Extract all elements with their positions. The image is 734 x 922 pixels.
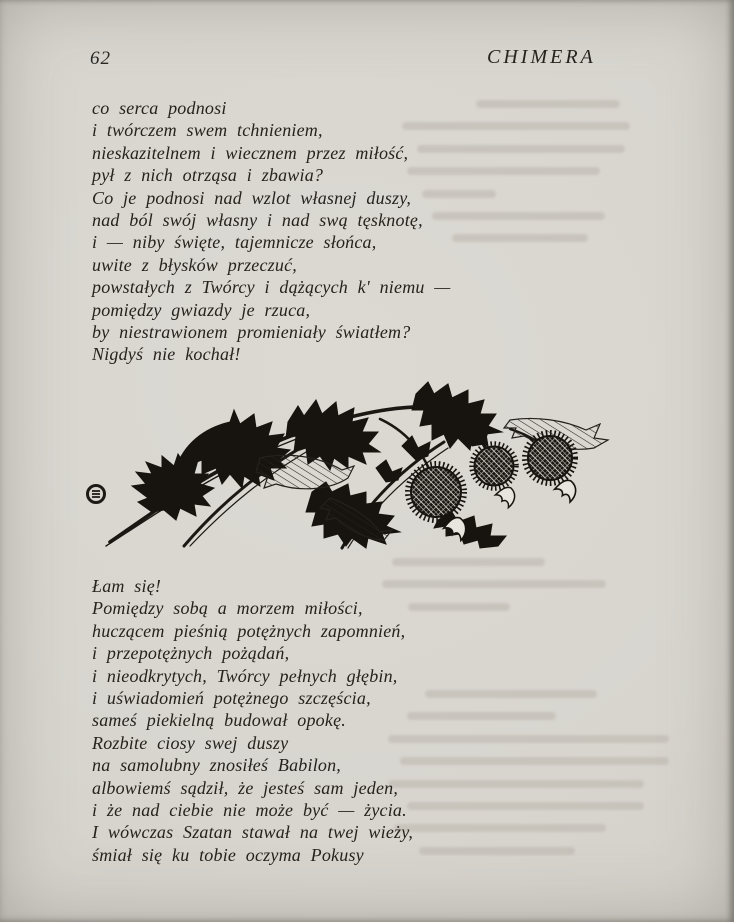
thistle-illustration [80,372,625,552]
poem-line: i twórczem swem tchnieniem, [92,120,323,141]
running-title: CHIMERA [487,46,596,68]
bleed-through-text [382,558,637,625]
bleed-through-text [388,690,700,869]
poem-line: Co je podnosi nad wzlot własnej duszy, [92,187,412,208]
poem-line: i nieodkrytych, Twórcy pełnych głębin, [92,665,398,686]
poem-line: albowiemś sądził, że jesteś sam jeden, [92,777,399,798]
poem-line: i przepotężnych pożądań, [92,643,290,664]
poem-line: uwite z błysków przeczuć, [92,254,297,275]
poem-line: sameś piekielną budował opokę. [92,710,346,731]
poem-line: Pomiędzy sobą a morzem miłości, [92,598,363,619]
poem-line: na samolubny znosiłeś Babilon, [92,755,341,776]
poem-line: pył z nich otrząsa i zbawia? [92,165,324,186]
poem-line: pomiędzy gwiazdy je rzuca, [92,299,311,320]
poem-line: Nigdyś nie kochał! [92,344,241,365]
poem-line: śmiał się ku tobie oczyma Pokusy [92,844,364,865]
artist-monogram-icon [88,486,105,503]
poem-line: by niestrawionem promieniały światłem? [92,321,411,342]
poem-line: co serca podnosi [92,98,227,118]
poem-stanza-1 [92,97,451,366]
poem-line: Łam się! [92,576,162,596]
poem-line: nieskazitelnem i wiecznem przez miłość, [92,142,409,163]
poem-line: powstałych z Twórcy i dążących k' niemu — [92,277,451,298]
poem-stanza-2 [92,575,413,866]
page-number: 62 [90,48,111,69]
poem-line: i uświadomień potężnego szczęścia, [92,687,371,708]
poem-line: i że nad ciebie nie może być — życia. [92,799,407,820]
thistle-drawing-svg [80,372,625,552]
poem-line: Rozbite ciosy swej duszy [92,732,289,753]
poem-line: I wówczas Szatan stawał na twej wieży, [92,822,414,843]
poem-line: huczącem pieśnią potężnych zapomnień, [92,620,406,641]
poem-line: i — niby święte, tajemnicze słońca, [92,232,377,253]
poem-line: nad ból swój własny i nad swą tęsknotę, [92,209,423,230]
